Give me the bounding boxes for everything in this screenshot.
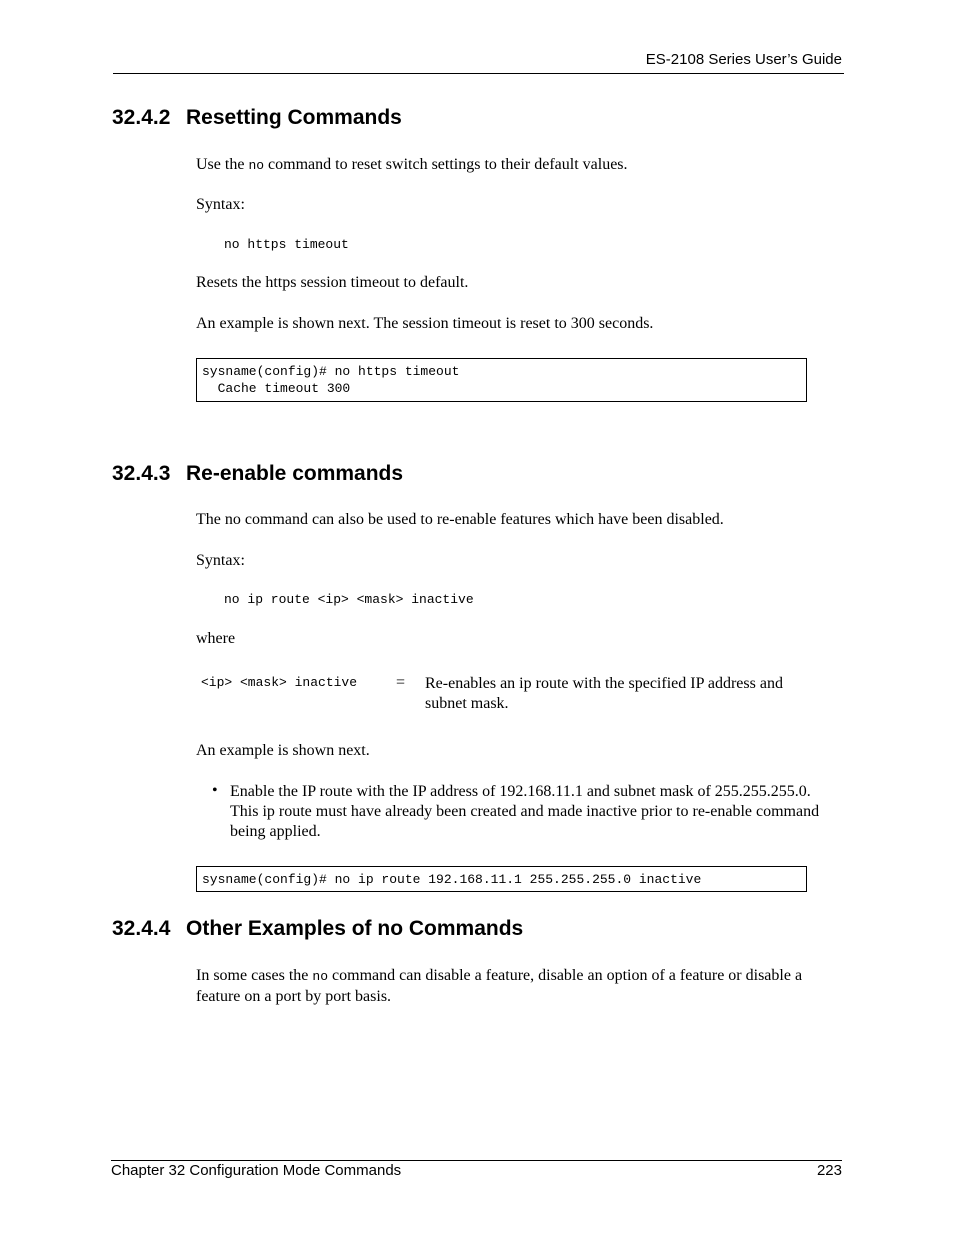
code-line: sysname(config)# no https timeout [202, 364, 460, 379]
where-label: where [196, 630, 236, 647]
section-heading-resetting-commands [112, 106, 402, 130]
where-equals: = [396, 674, 406, 691]
paragraph-example-intro: An example is shown next. [196, 742, 370, 759]
syntax-command: no https timeout [224, 237, 349, 252]
paragraph-reset-desc: Resets the https session timeout to default. [196, 274, 469, 291]
text-run: command can disable a feature, disable an option of a feature or disable a feature on a port by port basis. [196, 967, 803, 1005]
syntax-label: Syntax: [196, 552, 245, 569]
section-heading-re-enable-commands [112, 462, 403, 486]
text-run: Use the [196, 156, 249, 173]
syntax-command: no ip route <ip> <mask> inactive [224, 592, 474, 607]
code-example-box [196, 358, 807, 402]
header-divider [113, 73, 844, 74]
footer-chapter: Chapter 32 Configuration Mode Commands [111, 1162, 402, 1179]
where-description: Re-enables an ip route with the specified IP address and subnet mask. [425, 675, 783, 712]
page-number: 223 [816, 1162, 842, 1179]
footer-divider [111, 1160, 842, 1161]
section-heading-other-examples [112, 917, 523, 941]
paragraph-reset-intro [196, 155, 844, 176]
text-run: In some cases the [196, 967, 313, 984]
running-header: ES-2108 Series User’s Guide [645, 51, 842, 68]
text-run: command to reset switch settings to their default values. [264, 156, 628, 173]
section-title: Resetting Commands [186, 106, 402, 129]
bullet-item: Enable the IP route with the IP address of 192.168.11.1 and subnet mask of 255.255.255.0. This ip route must have already been created and made inactive prior to re-enable command being applied. [230, 783, 820, 840]
section-number: 32.4.3 [112, 462, 171, 485]
bullet-marker: • [212, 782, 218, 799]
section-title: Re-enable commands [186, 462, 404, 485]
syntax-label: Syntax: [196, 196, 245, 213]
inline-code: no [248, 158, 265, 173]
paragraph-other-intro [196, 966, 844, 1007]
section-number: 32.4.4 [112, 917, 171, 940]
code-line: sysname(config)# no ip route 192.168.11.1 255.255.255.0 inactive [202, 872, 702, 887]
code-line: Cache timeout 300 [202, 381, 351, 396]
code-example-box [196, 866, 807, 892]
paragraph-reenable-intro: The no command can also be used to re-enable features which have been disabled. [196, 511, 724, 528]
section-title: Other Examples of no Commands [186, 917, 524, 940]
paragraph-example-intro: An example is shown next. The session timeout is reset to 300 seconds. [196, 315, 654, 332]
section-number: 32.4.2 [112, 106, 171, 129]
where-term: <ip> <mask> inactive [201, 675, 358, 690]
inline-code: no [312, 969, 329, 984]
